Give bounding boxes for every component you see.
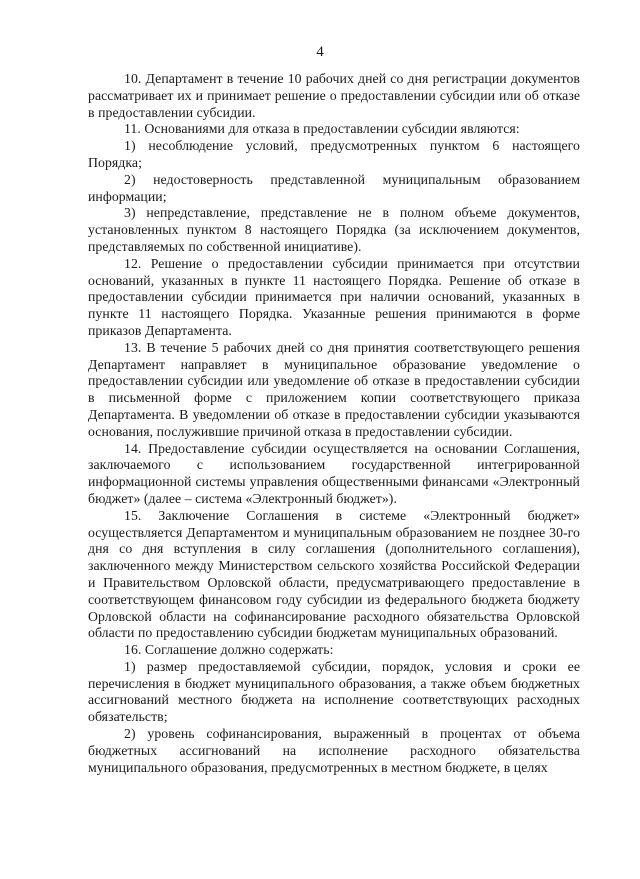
paragraph-14: 14. Предоставление субсидии осуществляется на основании Соглашения, заключаемого с использованием государственной интегрированной информационной системы управления общественными финансами «Электронный бюджет» (далее – система «Электронный бюджет»). xyxy=(88,440,580,506)
paragraph-13: 13. В течение 5 рабочих дней со дня принятия соответствующего решения Департамент направляет в муниципальное образование уведомление о предоставлении субсидии или уведомление об отказе в предоставлении субсидии в письменной форме с приложением копии соответствующего приказа Департамента. В уведомлении об отказе в предоставлении субсидии указываются основания, послужившие причиной отказа в предоставлении субсидии. xyxy=(88,339,580,439)
document-body xyxy=(88,71,580,776)
paragraph-15: 15. Заключение Соглашения в системе «Электронный бюджет» осуществляется Департаментом и муниципальным образованием не позднее 30-го дня со дня вступления в силу соглашения (дополнительного соглашения), заключенного между Министерством сельского хозяйства Российской Федерации и Правительством Орловской области, предусматривающего предоставление в соответствующем финансовом году субсидии из федерального бюджета бюджету Орловской области на софинансирование расходного обязательства Орловской области по предоставлению субсидии бюджетам муниципальных образований. xyxy=(88,507,580,641)
paragraph-16-item-2: 2) уровень софинансирования, выраженный в процентах от объема бюджетных ассигнований на исполнение расходного обязательства муниципального образования, предусмотренных в местном бюджете, в целях xyxy=(88,726,580,775)
paragraph-16-item-1: 1) размер предоставляемой субсидии, порядок, условия и сроки ее перечисления в бюджет муниципального образования, а также объем бюджетных ассигнований местного бюджета на исполнение соответствующих расходных обязательств; xyxy=(88,658,580,725)
paragraph-11-item-3: 3) непредставление, представление не в полном объеме документов, установленных пунктом 8 настоящего Порядка (за исключением документов, представляемых по собственной инициативе). xyxy=(88,205,580,254)
paragraph-11-item-2: 2) недостоверность представленной муниципальным образованием информации; xyxy=(88,171,580,204)
paragraph-11: 11. Основаниями для отказа в предоставлении субсидии являются: xyxy=(124,121,520,137)
page-number: 4 xyxy=(316,44,324,60)
paragraph-11-item-1: 1) несоблюдение условий, предусмотренных пунктом 6 настоящего Порядка; xyxy=(88,138,580,170)
paragraph-16: 16. Соглашение должно содержать: xyxy=(124,642,334,658)
paragraph-10: 10. Департамент в течение 10 рабочих дней со дня регистрации документов рассматривает их и принимает решение о предоставлении субсидии или об отказе в предоставлении субсидии. xyxy=(88,71,580,120)
paragraph-12: 12. Решение о предоставлении субсидии принимается при отсутствии оснований, указанных в пункте 11 настоящего Порядка. Решение об отказе в предоставлении субсидии принимается при наличии оснований, указанных в пункте 11 настоящего Порядка. Указанные решения принимаются в форме приказов Департамента. xyxy=(88,255,580,338)
